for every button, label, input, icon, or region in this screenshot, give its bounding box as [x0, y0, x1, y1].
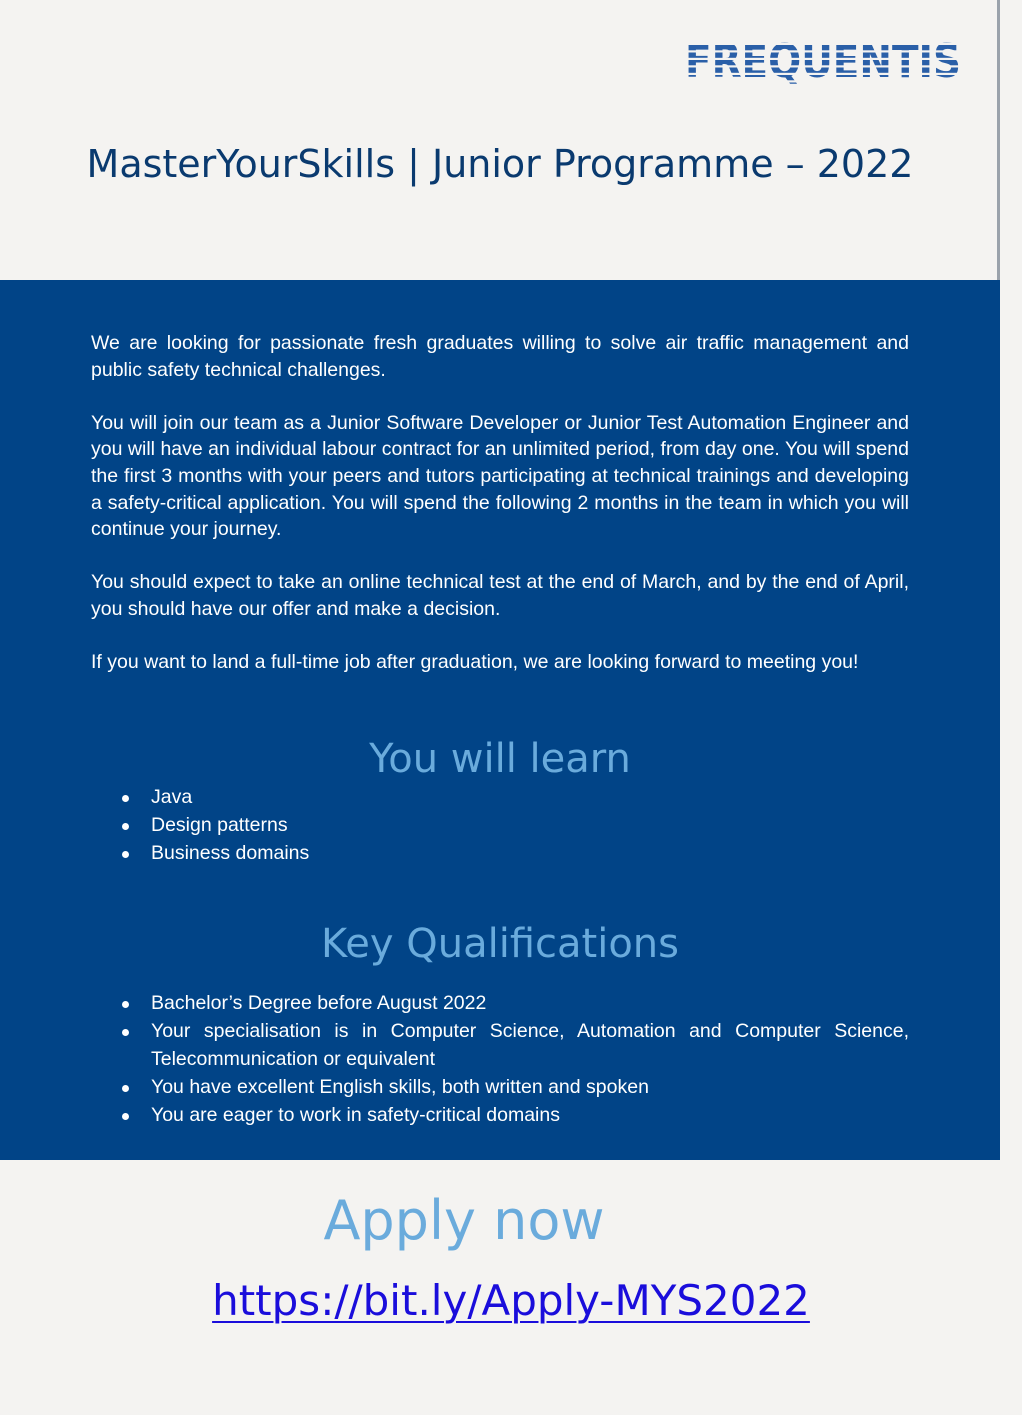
qualification-item: You are eager to work in safety-critical domains [151, 1102, 909, 1130]
intro-paragraph: You will join our team as a Junior Software Developer or Junior Test Automation Engineer and you will have an individual labour contract for an unlimited period, from day one. You will spend the first 3 months with your peers and tutors participating at technical trainings and developing a safety-critical application. You will spend the following 2 months in the team in which you will continue your journey. [91, 411, 909, 541]
qualification-item: Bachelor’s Degree before August 2022 [151, 990, 909, 1018]
qualification-item: Your specialisation is in Computer Science, Automation and Computer Science, Telecommunication or equivalent [151, 1018, 909, 1073]
qualifications-list [151, 990, 909, 1130]
learn-heading: You will learn [369, 736, 631, 782]
content-panel [0, 280, 1000, 1160]
intro-text [91, 330, 909, 702]
logo-wordmark: FREQUENTIS [685, 34, 961, 88]
intro-paragraph: We are looking for passionate fresh graduates willing to solve air traffic management and public safety technical challenges. [91, 332, 909, 381]
learn-item: Design patterns [151, 812, 909, 840]
intro-paragraph: You should expect to take an online technical test at the end of March, and by the end of April, you should have our offer and make a decision. [91, 571, 909, 620]
page-title: MasterYourSkills | Junior Programme – 2022 [86, 142, 914, 186]
learn-item: Business domains [151, 840, 909, 868]
learn-item: Java [151, 784, 909, 812]
qualifications-heading: Key Qualifications [321, 921, 679, 967]
apply-link[interactable]: https://bit.ly/Apply-MYS2022 [212, 1276, 810, 1325]
apply-heading: Apply now [323, 1189, 605, 1252]
frequentis-logo [684, 30, 962, 88]
intro-paragraph: If you want to land a full-time job after graduation, we are looking forward to meeting you! [91, 651, 859, 674]
qualification-item: You have excellent English skills, both written and spoken [151, 1074, 909, 1102]
learn-list [151, 784, 909, 868]
